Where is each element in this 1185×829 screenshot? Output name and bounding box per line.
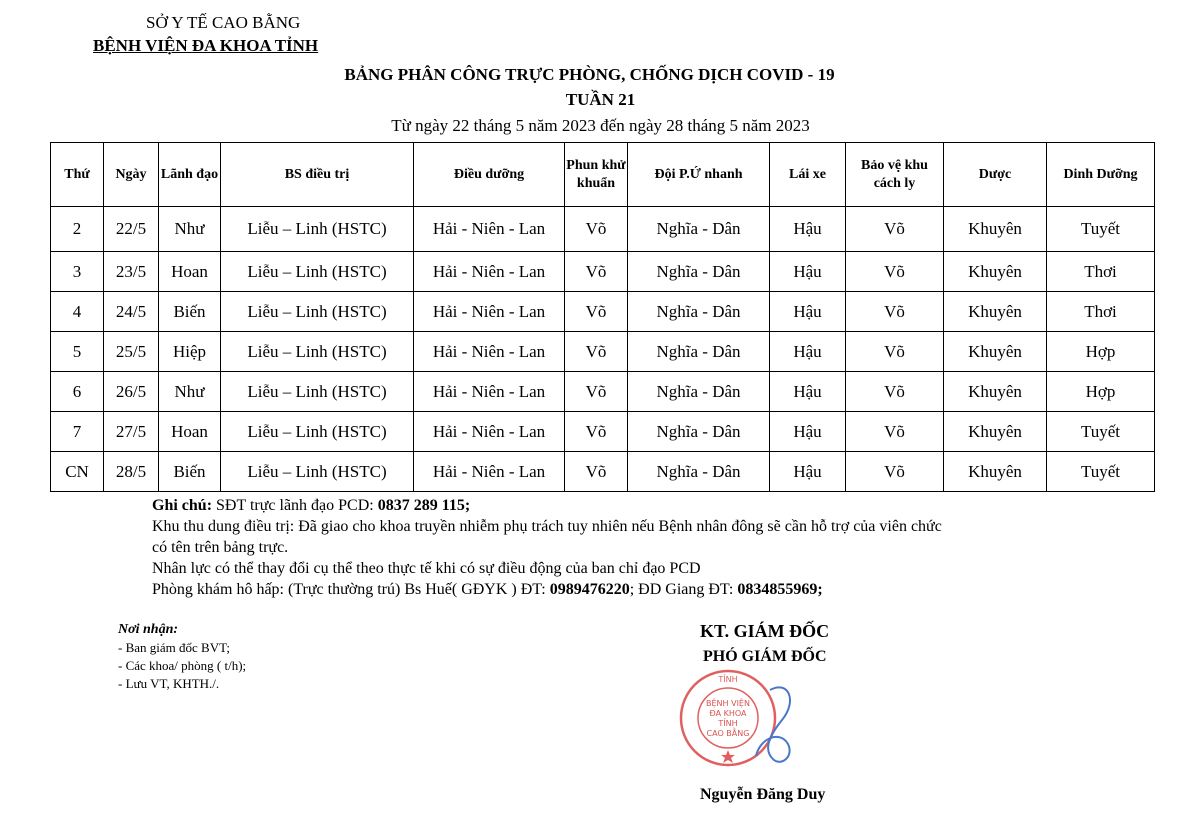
table-cell: 2: [51, 207, 104, 252]
table-cell: Liễu – Linh (HSTC): [221, 207, 414, 252]
table-cell: Hợp: [1047, 372, 1155, 412]
note-line: có tên trên bảng trực.: [152, 539, 289, 556]
column-header: Ngày: [104, 143, 159, 207]
table-cell: Tuyết: [1047, 207, 1155, 252]
table-cell: Hoan: [159, 412, 221, 452]
table-cell: 28/5: [104, 452, 159, 492]
table-cell: Hải - Niên - Lan: [414, 252, 565, 292]
column-header: Lãnh đạo: [159, 143, 221, 207]
column-header: Phun khử khuẩn: [565, 143, 628, 207]
table-cell: 3: [51, 252, 104, 292]
org-name: BỆNH VIỆN ĐA KHOA TỈNH: [93, 36, 319, 55]
table-cell: Hậu: [770, 292, 846, 332]
table-cell: Võ: [846, 372, 944, 412]
document-title: BẢNG PHÂN CÔNG TRỰC PHÒNG, CHỐNG DỊCH COVID - 19: [344, 65, 835, 84]
week-label: TUẦN 21: [565, 90, 636, 109]
table-cell: 25/5: [104, 332, 159, 372]
seal-center-line: CAO BẰNG: [706, 729, 750, 738]
seal-star-icon: [721, 750, 735, 763]
table-cell: Biến: [159, 292, 221, 332]
table-cell: Võ: [846, 452, 944, 492]
table-row: [51, 412, 1155, 452]
table-cell: Liễu – Linh (HSTC): [221, 332, 414, 372]
seal-center-line: BỆNH VIỆN: [706, 699, 750, 708]
table-header-row: [51, 143, 1155, 207]
table-cell: 7: [51, 412, 104, 452]
table-cell: Liễu – Linh (HSTC): [221, 452, 414, 492]
seal-center-line: TỈNH: [718, 719, 738, 728]
table-cell: 6: [51, 372, 104, 412]
table-cell: Liễu – Linh (HSTC): [221, 252, 414, 292]
signature-title-2: PHÓ GIÁM ĐỐC: [703, 648, 827, 665]
table-cell: Hải - Niên - Lan: [414, 292, 565, 332]
table-cell: Khuyên: [944, 372, 1047, 412]
table-cell: Võ: [565, 372, 628, 412]
table-cell: Hậu: [770, 207, 846, 252]
table-cell: Hiệp: [159, 332, 221, 372]
table-cell: 27/5: [104, 412, 159, 452]
table-cell: 22/5: [104, 207, 159, 252]
column-header: Dược: [944, 143, 1047, 207]
signer-name: Nguyễn Đăng Duy: [700, 786, 826, 803]
table-row: [51, 252, 1155, 292]
column-header: Thứ: [51, 143, 104, 207]
table-cell: Tuyết: [1047, 412, 1155, 452]
table-cell: Khuyên: [944, 292, 1047, 332]
table-row: [51, 332, 1155, 372]
table-cell: Như: [159, 372, 221, 412]
seal-inner-ring: [698, 688, 758, 748]
column-header: BS điều trị: [221, 143, 414, 207]
table-cell: Hậu: [770, 452, 846, 492]
table-cell: Võ: [846, 412, 944, 452]
clinic-phone-1: 0989476220: [549, 581, 630, 598]
table-cell: Hải - Niên - Lan: [414, 207, 565, 252]
table-cell: CN: [51, 452, 104, 492]
table-cell: Hoan: [159, 252, 221, 292]
table-cell: 5: [51, 332, 104, 372]
table-cell: Hậu: [770, 412, 846, 452]
seal-center-line: ĐA KHOA: [709, 709, 747, 718]
table-cell: 26/5: [104, 372, 159, 412]
recipient-item: - Lưu VT, KHTH./.: [118, 676, 220, 691]
hotline-text: SĐT trực lãnh đạo PCD:: [212, 497, 378, 514]
table-cell: Hải - Niên - Lan: [414, 412, 565, 452]
table-cell: Liễu – Linh (HSTC): [221, 412, 414, 452]
note-clinic: [152, 579, 1112, 600]
table-cell: Khuyên: [944, 452, 1047, 492]
table-row: [51, 452, 1155, 492]
clinic-phone-2: 0834855969;: [737, 581, 823, 598]
table-cell: Liễu – Linh (HSTC): [221, 372, 414, 412]
table-cell: Thơi: [1047, 252, 1155, 292]
org-parent: SỞ Y TẾ CAO BẰNG: [146, 13, 301, 32]
table-cell: Như: [159, 207, 221, 252]
table-cell: Võ: [565, 452, 628, 492]
table-cell: 23/5: [104, 252, 159, 292]
table-cell: Khuyên: [944, 207, 1047, 252]
note-hotline: [152, 495, 1112, 516]
table-cell: Khuyên: [944, 252, 1047, 292]
table-cell: 24/5: [104, 292, 159, 332]
recipient-item: - Ban giám đốc BVT;: [118, 640, 230, 655]
recipients-head: Nơi nhận:: [118, 622, 179, 637]
table-cell: Võ: [565, 252, 628, 292]
table-row: [51, 292, 1155, 332]
table-cell: Khuyên: [944, 332, 1047, 372]
table-cell: Hải - Niên - Lan: [414, 332, 565, 372]
note-line: Nhân lực có thể thay đổi cụ thể theo thực tế khi có sự điều động của ban chỉ đạo PCD: [152, 560, 701, 577]
table-cell: Võ: [565, 292, 628, 332]
notes-label: Ghi chú:: [152, 497, 213, 514]
table-cell: Hải - Niên - Lan: [414, 372, 565, 412]
table-cell: Võ: [846, 207, 944, 252]
table-cell: Liễu – Linh (HSTC): [221, 292, 414, 332]
column-header: Điều dưỡng: [414, 143, 565, 207]
recipient-item: - Các khoa/ phòng ( t/h);: [118, 658, 247, 673]
table-cell: Nghĩa - Dân: [628, 292, 770, 332]
official-seal-stamp: [670, 660, 810, 780]
table-cell: Hậu: [770, 332, 846, 372]
column-header: Lái xe: [770, 143, 846, 207]
notes-section: [152, 495, 1112, 600]
table-cell: Võ: [565, 207, 628, 252]
table-cell: Biến: [159, 452, 221, 492]
table-cell: Nghĩa - Dân: [628, 252, 770, 292]
table-cell: 4: [51, 292, 104, 332]
clinic-mid: ; ĐD Giang ĐT:: [629, 581, 738, 598]
table-cell: Nghĩa - Dân: [628, 412, 770, 452]
signature-title-1: KT. GIÁM ĐỐC: [700, 621, 830, 641]
duty-roster-table: [50, 142, 1155, 492]
table-cell: Nghĩa - Dân: [628, 372, 770, 412]
table-cell: Tuyết: [1047, 452, 1155, 492]
table-cell: Võ: [846, 332, 944, 372]
table-cell: Nghĩa - Dân: [628, 207, 770, 252]
table-cell: Hợp: [1047, 332, 1155, 372]
table-cell: Võ: [846, 252, 944, 292]
table-cell: Võ: [565, 412, 628, 452]
table-row: [51, 372, 1155, 412]
table-cell: Nghĩa - Dân: [628, 452, 770, 492]
table-cell: Khuyên: [944, 412, 1047, 452]
table-cell: Thơi: [1047, 292, 1155, 332]
date-range: Từ ngày 22 tháng 5 năm 2023 đến ngày 28 tháng 5 năm 2023: [391, 116, 810, 135]
column-header: Dinh Dưỡng: [1047, 143, 1155, 207]
note-line: Khu thu dung điều trị: Đã giao cho khoa truyền nhiễm phụ trách tuy nhiên nếu Bệnh nhân đông sẽ cần hỗ trợ của viên chức: [152, 518, 942, 535]
seal-ring-text: TỈNH: [718, 675, 738, 684]
table-cell: Võ: [565, 332, 628, 372]
table-cell: Võ: [846, 292, 944, 332]
clinic-text: Phòng khám hô hấp: (Trực thường trú) Bs Huế( GĐYK ) ĐT:: [152, 581, 550, 598]
table-cell: Hậu: [770, 252, 846, 292]
hotline-number: 0837 289 115;: [377, 497, 471, 514]
table-row: [51, 207, 1155, 252]
column-header: Bảo vệ khu cách ly: [846, 143, 944, 207]
table-cell: Nghĩa - Dân: [628, 332, 770, 372]
recipients-block: [118, 621, 246, 693]
table-cell: Hậu: [770, 372, 846, 412]
column-header: Đội P.Ứ nhanh: [628, 143, 770, 207]
table-cell: Hải - Niên - Lan: [414, 452, 565, 492]
